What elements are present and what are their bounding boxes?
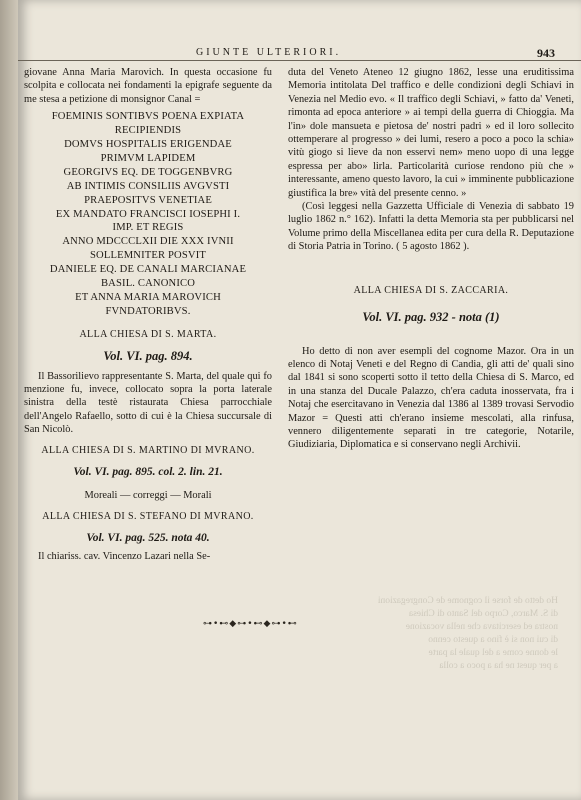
inscription-line: EX MANDATO FRANCISCI IOSEPHI I. [55, 208, 241, 220]
section-heading-stefano: ALLA CHIESA DI S. STEFANO DI MVRANO. [42, 510, 254, 522]
inscription-line: DANIELE EQ. DE CANALI MARCIANAE [49, 264, 247, 276]
book-page [18, 0, 581, 800]
bleed-through-text: Ho detto de forse il cognome de Congregazioni di S. Marco, Corpo del Santo di Chiesa nostra ed esercitava che nella vocazione di cui non si è fino a questo cenno le donne come a del quale la parte a per quest ne ha a poco a colla [377, 596, 558, 671]
header-rule [18, 60, 581, 61]
book-gutter [0, 0, 18, 800]
page-number: 943 [537, 46, 555, 60]
opening-paragraph: giovane Anna Maria Marovich. In questa occasione fu scolpita e collocata nei fondamenti la epigrafe seguente da me stesa a petizione di monsignor Canal = [24, 67, 272, 105]
section-heading-zaccaria: ALLA CHIESA DI S. ZACCARIA. [353, 284, 509, 296]
inscription-line: IMP. ET REGIS [112, 222, 184, 234]
volume-reference-marta: Vol. VI. pag. 894. [103, 349, 193, 364]
volume-reference-zaccaria: Vol. VI. pag. 932 - nota (1) [362, 310, 500, 325]
latin-inscription [24, 110, 272, 319]
right-column [288, 66, 574, 452]
inscription-line: DOMVS HOSPITALIS ERIGENDAE [64, 139, 232, 151]
left-column [24, 66, 272, 563]
inscription-line: RECIPIENDIS [114, 125, 182, 137]
paragraph-schiavi: duta del Veneto Ateneo 12 giugno 1862, lesse una eruditissima Memoria intitolata Del traffico e delle condizioni degli Schiavi in Venezia nel Medio evo. « Il traffico degli Schiavi, » fatto da' Veneti, rimonta ad epoca anteriore » ai tempi della guerra di Chioggia. Ma l'in» dole mansueta e pietosa de' nostri padri » ed il loro sollecito ottemperare al progresso » dei lumi, resero a poco a poco la schia» vitù giogo si lieve da non esservi nem» meno uopo di una legge espressa per abo» lirla. Particolarità curiose rendono più che » interessante, ameno questo lavoro, la cui » imminente pubblicazione giustifica la bre» vità del presente cenno. » [288, 67, 574, 199]
inscription-line: AB INTIMIS CONSILIIS AVGVSTI [66, 180, 230, 192]
page-header [18, 47, 581, 65]
ornament-divider: ⊶•⊷◆⊶•⊷◆⊶•⊷ [203, 619, 298, 629]
inscription-line: FVNDATORIBVS. [105, 305, 191, 317]
closing-paragraph: Il chiariss. cav. Vincenzo Lazari nella Se- [38, 550, 211, 562]
paragraph-marta: Il Bassorilievo rappresentante S. Marta, del quale qui fo menzione fu, invece, collocato sopra la porta laterale sinistra della testè ristaurata Chiesa parrocchiale dell'Angelo Rafaello, sotto di cui è la Chiesa succursale di San Nicolò. [24, 370, 272, 436]
volume-reference-martino: Vol. VI. pag. 895. col. 2. lin. 21. [73, 466, 223, 479]
paragraph-mazor: Ho detto di non aver esempli del cognome Mazor. Ora in un elenco di Notaj Veneti e del Regno di Candia, gli atti de' quali sino dal 1841 si sono scoperti sotto il tetto della Chiesa di S. Marco, ed in una stanza del Ducale Palazzo, ch'era caduta inosservata, fra i Notaj che esercitavano in Venezia dal 1386 al 1389 trovasi Servodio Mazor = Questi atti ch'erano insieme mescolati, alla rinfusa, vennero diligentemente separati in tre categorie, Notarile, Giudiziaria, Diplomatica e si conservano negli Archivii. [288, 345, 574, 451]
correction-note: Moreali — correggi — Morali [84, 490, 212, 502]
inscription-line: FOEMINIS SONTIBVS POENA EXPIATA [51, 111, 245, 123]
inscription-line: PRAEPOSITVS VENETIAE [84, 194, 212, 206]
section-heading-marta: ALLA CHIESA DI S. MARTA. [79, 328, 217, 340]
section-heading-martino: ALLA CHIESA DI S. MARTINO DI MVRANO. [41, 444, 255, 456]
inscription-line: ANNO MDCCCLXII DIE XXX IVNII [62, 236, 234, 248]
inscription-line: SOLLEMNITER POSVIT [90, 250, 206, 262]
inscription-line: BASIL. CANONICO [100, 278, 196, 290]
paragraph-gazzetta: (Così leggesi nella Gazzetta Ufficiale di Venezia di sabbato 19 luglio 1862 n.° 162). Infatti la detta Memoria sta per pubblicarsi nel Volume primo della Miscellanea edita per cura della R. Deputazione di Storia Patria in Torino. ( 5 agosto 1862 ). [288, 201, 574, 253]
running-head: GIUNTE ULTERIORI. [196, 47, 342, 58]
volume-reference-stefano: Vol. VI. pag. 525. nota 40. [86, 532, 210, 545]
inscription-line: ET ANNA MARIA MAROVICH [75, 292, 221, 303]
inscription-line: GEORGIVS EQ. DE TOGGENBVRG [63, 166, 233, 178]
inscription-line: PRIMVM LAPIDEM [100, 152, 196, 164]
